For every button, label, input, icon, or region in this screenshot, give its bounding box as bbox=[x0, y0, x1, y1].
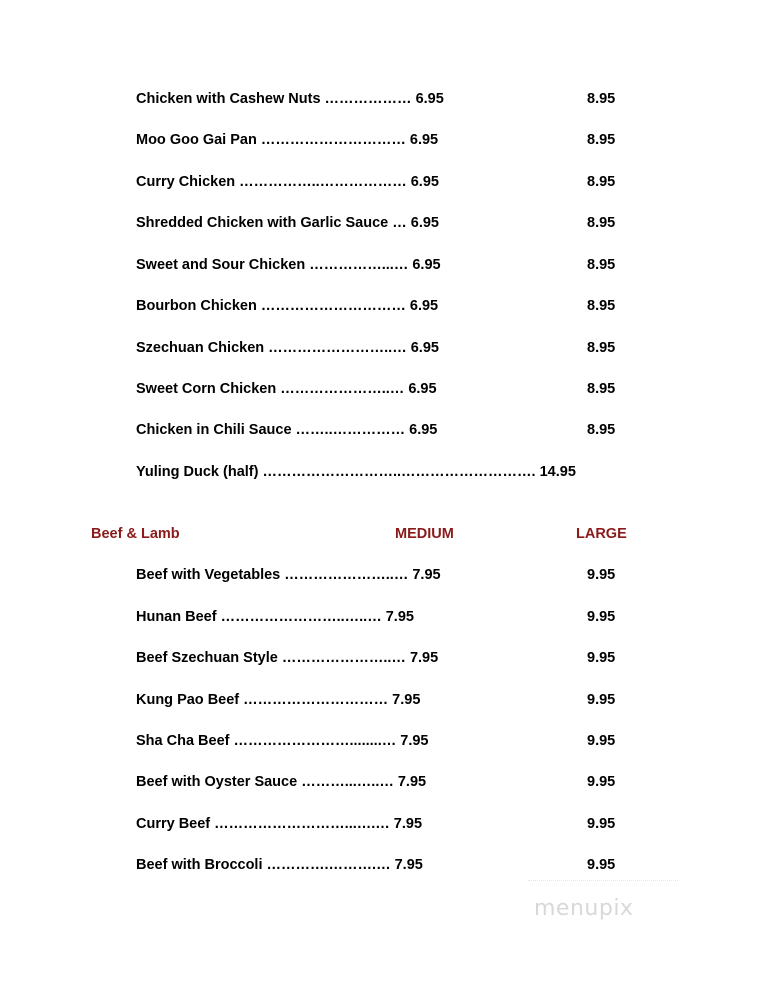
menu-item-row bbox=[0, 607, 768, 627]
watermark-decoration bbox=[528, 880, 678, 889]
menu-item-line: Shredded Chicken with Garlic Sauce … 6.95 bbox=[136, 215, 439, 231]
section-title: Beef & Lamb bbox=[91, 526, 180, 542]
menu-item-line: Moo Goo Gai Pan ………………………… 6.95 bbox=[136, 132, 439, 148]
menu-item-line: Bourbon Chicken ………………………… 6.95 bbox=[136, 298, 439, 314]
menu-item-large-price: 8.95 bbox=[587, 298, 616, 314]
menu-item-large-price: 8.95 bbox=[587, 381, 616, 397]
menupix-watermark: menupix bbox=[534, 896, 634, 921]
menu-item-large-price: 9.95 bbox=[587, 692, 616, 708]
menu-item-line: Yuling Duck (half) ………………………..………………………. 14.95 bbox=[136, 464, 576, 480]
menu-item-row bbox=[0, 213, 768, 233]
menu-item-row bbox=[0, 130, 768, 150]
menu-item-line: Kung Pao Beef ………………………… 7.95 bbox=[136, 692, 421, 708]
section-header bbox=[0, 524, 768, 544]
menu-item-row bbox=[0, 814, 768, 834]
menu-item-row bbox=[0, 379, 768, 399]
menu-item-line: Curry Beef ………………………...….… 7.95 bbox=[136, 816, 423, 832]
menu-item-line: Szechuan Chicken ……………………..… 6.95 bbox=[136, 340, 439, 356]
menu-item-row bbox=[0, 648, 768, 668]
menu-item-line: Beef with Oyster Sauce ………...…..… 7.95 bbox=[136, 774, 427, 790]
menu-item-line: Sha Cha Beef ……………………........… 7.95 bbox=[136, 733, 429, 749]
menu-item-row bbox=[0, 855, 768, 875]
menu-item-row bbox=[0, 338, 768, 358]
menu-item-large-price: 9.95 bbox=[587, 609, 616, 625]
menu-item-large-price: 9.95 bbox=[587, 567, 616, 583]
menu-item-large-price: 9.95 bbox=[587, 857, 616, 873]
menu-item-line: Chicken in Chili Sauce ……..…………… 6.95 bbox=[136, 422, 438, 438]
menu-item-row bbox=[0, 731, 768, 751]
menu-item-large-price: 8.95 bbox=[587, 422, 616, 438]
menu-item-line: Sweet and Sour Chicken ……………...… 6.95 bbox=[136, 257, 441, 273]
menu-item-row bbox=[0, 420, 768, 440]
menu-item-row bbox=[0, 89, 768, 109]
menu-item-row bbox=[0, 462, 768, 482]
menu-item-line: Beef with Vegetables …………………..… 7.95 bbox=[136, 567, 441, 583]
menu-item-large-price: 8.95 bbox=[587, 257, 616, 273]
menu-item-row bbox=[0, 690, 768, 710]
menu-item-line: Beef with Broccoli ………….……….… 7.95 bbox=[136, 857, 423, 873]
menu-item-line: Chicken with Cashew Nuts ……………… 6.95 bbox=[136, 91, 444, 107]
menu-item-row bbox=[0, 296, 768, 316]
menu-item-row bbox=[0, 255, 768, 275]
menu-item-large-price: 8.95 bbox=[587, 340, 616, 356]
menu-item-large-price: 9.95 bbox=[587, 816, 616, 832]
menu-item-large-price: 9.95 bbox=[587, 774, 616, 790]
menu-item-line: Sweet Corn Chicken …………………..… 6.95 bbox=[136, 381, 437, 397]
menu-item-large-price: 9.95 bbox=[587, 650, 616, 666]
menu-item-large-price: 8.95 bbox=[587, 91, 616, 107]
large-column-label: LARGE bbox=[576, 526, 627, 542]
menu-item-large-price: 8.95 bbox=[587, 174, 616, 190]
menu-item-line: Curry Chicken ……………..……………… 6.95 bbox=[136, 174, 439, 190]
menu-item-large-price: 8.95 bbox=[587, 215, 616, 231]
menu-item-line: Hunan Beef ……………………..…..… 7.95 bbox=[136, 609, 414, 625]
medium-column-label: MEDIUM bbox=[395, 526, 454, 542]
menu-item-large-price: 9.95 bbox=[587, 733, 616, 749]
menu-item-row bbox=[0, 172, 768, 192]
menu-item-large-price: 8.95 bbox=[587, 132, 616, 148]
menu-item-row bbox=[0, 565, 768, 585]
menu-item-row bbox=[0, 772, 768, 792]
menu-item-line: Beef Szechuan Style …………………..… 7.95 bbox=[136, 650, 439, 666]
